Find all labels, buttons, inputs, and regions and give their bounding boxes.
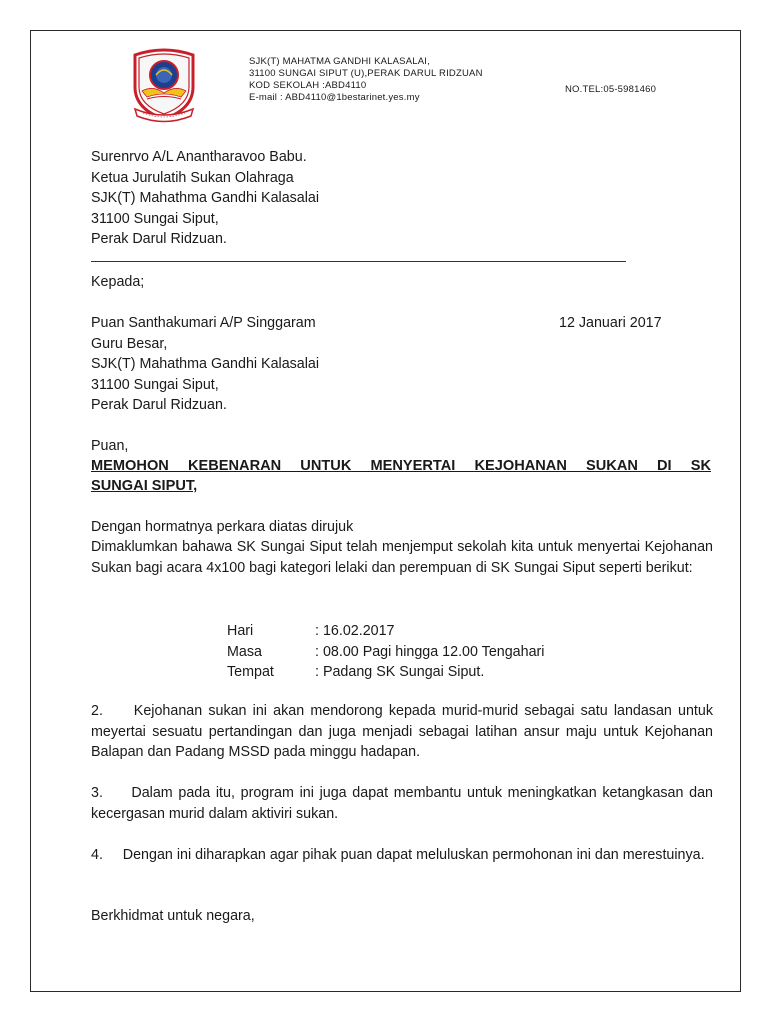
day-value: : 16.02.2017 — [315, 623, 395, 639]
place-label: Tempat — [227, 664, 274, 680]
recipient-city: 31100 Sungai Siput, — [91, 376, 219, 393]
paragraph-4: 4. Dengan ini diharapkan agar pihak puan dapat meluluskan permohonan ini dan merestuinya. — [91, 847, 705, 863]
time-value: : 08.00 Pagi hingga 12.00 Tengahari — [315, 643, 545, 660]
salutation: Puan, — [91, 438, 129, 454]
recipient-school: SJK(T) Mahathma Gandhi Kalasalai — [91, 356, 320, 372]
letter-page — [30, 30, 741, 992]
school-phone: NO.TEL:05-5981460 — [565, 84, 657, 95]
sender-title: Ketua Jurulatih Sukan Olahraga — [91, 169, 294, 186]
time-label: Masa — [227, 643, 262, 660]
sender-block — [91, 147, 319, 250]
event-details — [227, 621, 544, 683]
paragraph-2: 2. Kejohanan sukan ini akan mendorong kepada murid-murid sebagai satu landasan untuk meyertai sesuatu pertandingan dan juga menjadi sebagai latihan ansur maju untuk Kejohanan Balapan dan Padang MSSD pada minggu hadapan. — [91, 703, 717, 760]
subject-line-2: SUNGAI SIPUT, — [91, 478, 198, 494]
detail-row-time — [227, 642, 544, 663]
to-label: Kepada; — [91, 274, 145, 290]
subject-line-1: MEMOHON KEBENARAN UNTUK MENYERTAI KEJOHANAN SUKAN DI SK — [91, 458, 711, 474]
divider-line — [91, 261, 626, 262]
day-label: Hari — [227, 623, 254, 639]
sender-state: Perak Darul Ridzuan. — [91, 231, 227, 247]
recipient-block — [91, 313, 319, 416]
recipient-title: Guru Besar, — [91, 335, 168, 352]
school-code: KOD SEKOLAH :ABD4110 — [249, 80, 367, 91]
closing: Berkhidmat untuk negara, — [91, 908, 255, 924]
sender-city: 31100 Sungai Siput, — [91, 210, 219, 227]
school-name: SJK(T) MAHATMA GANDHI KALASALAI, — [249, 56, 430, 67]
place-value: : Padang SK Sungai Siput. — [315, 664, 485, 680]
sender-school: SJK(T) Mahathma Gandhi Kalasalai — [91, 190, 320, 206]
detail-row-place — [227, 662, 544, 683]
recipient-state: Perak Darul Ridzuan. — [91, 397, 227, 413]
recipient-name: Puan Santhakumari A/P Singgaram — [91, 315, 316, 331]
letter-date: 12 Januari 2017 — [559, 315, 662, 331]
paragraph-3: 3. Dalam pada itu, program ini juga dapat membantu untuk meningkatkan ketangkasan dan kecergasan murid dalam aktiviri sukan. — [91, 785, 717, 822]
school-address: 31100 SUNGAI SIPUT (U),PERAK DARUL RIDZUAN — [249, 68, 483, 79]
detail-row-day — [227, 621, 544, 642]
paragraph-1: Dimaklumkan bahawa SK Sungai Siput telah menjemput sekolah kita untuk menyertai Kejohanan Sukan bagi acara 4x100 bagi kategori lelaki dan perempuan di SK Sungai Siput seperti berikut: — [91, 539, 713, 576]
intro-line: Dengan hormatnya perkara diatas dirujuk — [91, 519, 354, 535]
sender-name: Surenrvo A/L Anantharavoo Babu. — [91, 149, 307, 165]
school-email: E-mail : ABD4110@1bestarinet.yes.my — [249, 92, 420, 103]
school-crest-logo — [129, 47, 199, 123]
